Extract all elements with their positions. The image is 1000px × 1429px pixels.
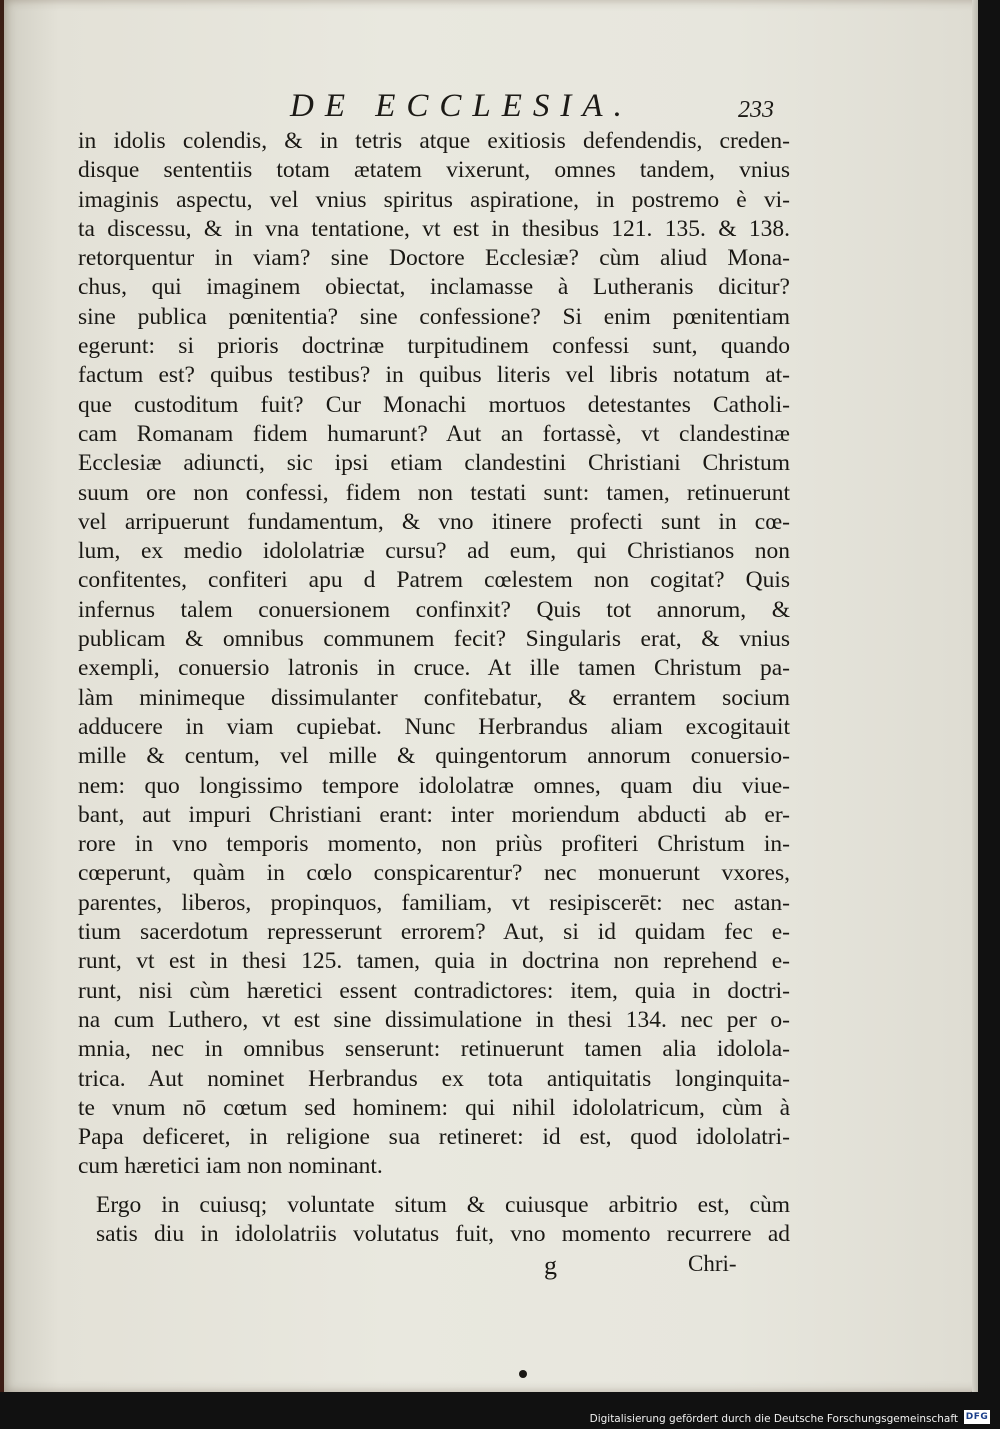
- text-line: mnia, nec in omnibus senserunt: retinuerunt tamen alia idolola-: [78, 1036, 790, 1063]
- paragraph-1: [78, 127, 790, 1182]
- text-line: chus, qui imaginem obiectat, inclamasse à Lutheranis dicitur?: [78, 274, 790, 301]
- text-line: parentes, liberos, propinquos, familiam, vt resipiscerēt: nec astan-: [78, 889, 790, 916]
- text-line: que custoditum fuit? Cur Monachi mortuos detestantes Catholi-: [78, 391, 790, 418]
- signature-mark: g: [544, 1251, 557, 1280]
- text-line: exempli, conuersio latronis in cruce. At ille tamen Christum pa-: [78, 655, 790, 682]
- text-line: vel arripuerunt fundamentum, & vno itinere profecti sunt in cœ-: [78, 508, 790, 535]
- text-line: te vnum nō cœtum sed hominem: qui nihil idololatricum, cùm à: [78, 1094, 790, 1121]
- text-line: runt, vt est in thesi 125. tamen, quia in doctrina non reprehend e-: [78, 948, 790, 975]
- text-line: cum hæretici iam non nominant.: [78, 1153, 383, 1180]
- text-line: làm minimeque dissimulanter confitebatur, & errantem socium: [78, 684, 790, 711]
- text-line: Ecclesiæ adiuncti, sic ipsi etiam clandestini Christiani Christum: [78, 450, 790, 477]
- ink-dot: [519, 1370, 527, 1378]
- text-line: Papa deficeret, in religione sua retineret: id est, quod idololatri-: [78, 1124, 790, 1151]
- text-line: factum est? quibus testibus? in quibus literis vel libris notatum at-: [78, 362, 790, 389]
- text-line: cam Romanam fidem humarunt? Aut an fortassè, vt clandestinæ: [78, 420, 790, 447]
- text-line: ta discessu, & in vna tentatione, vt est in thesibus 121. 135. & 138.: [78, 215, 790, 242]
- text-line: nem: quo longissimo tempore idololatræ omnes, quam diu viue-: [78, 772, 790, 799]
- page-number: 233: [738, 97, 774, 123]
- dfg-logo-icon: DFG: [965, 1412, 989, 1422]
- text-line: publicam & omnibus communem fecit? Singularis erat, & vnius: [78, 626, 790, 653]
- text-line: suum ore non confessi, fidem non testati sunt: tamen, retinuerunt: [78, 479, 790, 506]
- text-line: lum, ex medio idololatriæ cursu? ad eum, qui Christianos non: [78, 538, 790, 565]
- text-line: Ergo in cuiusq; voluntate situm & cuiusque arbitrio est, cùm: [96, 1191, 790, 1218]
- paragraph-gap: [78, 1182, 790, 1191]
- page-edge: [972, 0, 978, 1392]
- binding-spine: [0, 0, 4, 1392]
- text-line: retorquentur in viam? sine Doctore Ecclesiæ? cùm aliud Mona-: [78, 245, 790, 272]
- catchword: Chri-: [688, 1251, 737, 1276]
- funding-credit: Digitalisierung gefördert durch die Deutsche Forschungsgemeinschaft: [589, 1413, 958, 1425]
- text-line: satis diu in idololatriis volutatus fuit, vno momento recurrere ad: [96, 1220, 790, 1247]
- text-line: tium sacerdotum represserunt errorem? Aut, si id quidam fec e-: [78, 919, 790, 946]
- text-line: cœperunt, quàm in cœlo conspicarentur? nec monuerunt vxores,: [78, 860, 790, 887]
- text-line: disque sententiis totam ætatem vixerunt, omnes tandem, vnius: [78, 157, 790, 184]
- text-line: egerunt: si prioris doctrinæ turpitudinem confessi sunt, quando: [78, 333, 790, 360]
- body-text: [78, 127, 790, 1249]
- text-line: trica. Aut nominet Herbrandus ex tota antiquitatis longinquita-: [78, 1065, 790, 1092]
- text-line: na cum Luthero, vt est sine dissimulatione in thesi 134. nec per o-: [78, 1006, 790, 1033]
- text-line: in idolis colendis, & in tetris atque exitiosis defendendis, creden-: [78, 128, 790, 154]
- text-line: confitentes, confiteri apu d Patrem cœlestem non cogitat? Quis: [78, 567, 790, 594]
- text-line: mille & centum, vel mille & quingentorum annorum conuersio-: [78, 743, 790, 770]
- text-line: rore in vno temporis momento, non priùs profiteri Christum in-: [78, 831, 790, 858]
- text-line: runt, nisi cùm hæretici essent contradictores: item, quia in doctri-: [78, 977, 790, 1004]
- text-line: imaginis aspectu, vel vnius spiritus aspiratione, in postremo è vi-: [78, 186, 790, 213]
- text-line: bant, aut impuri Christiani erant: inter moriendum abducti ab er-: [78, 801, 790, 828]
- text-line: adducere in viam cupiebat. Nunc Herbrandus aliam excogitauit: [78, 713, 790, 740]
- text-line: infernus talem conuersionem confinxit? Quis tot annorum, &: [78, 596, 790, 623]
- paragraph-2: [78, 1191, 790, 1250]
- text-line: sine publica pœnitentia? sine confessione? Si enim pœnitentiam: [78, 303, 790, 330]
- running-head: DE ECCLESIA.: [290, 88, 633, 124]
